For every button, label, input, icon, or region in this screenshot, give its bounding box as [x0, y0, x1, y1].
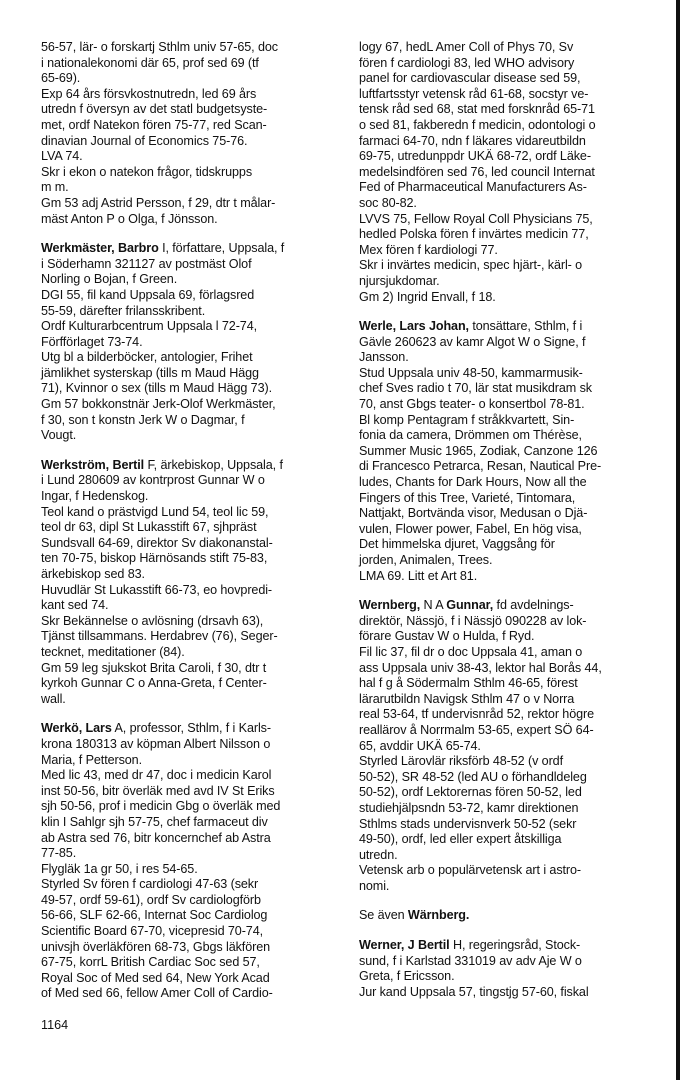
entry-line: krona 180313 av köpman Albert Nilsson o [41, 736, 271, 751]
entry-line: klin I Sahlgr sjh 57-75, chef farmaceut div [41, 814, 268, 829]
entry-line: studiehjälpsndn 53-72, kamr direktionen [359, 800, 579, 815]
entry-line: förare Gustav W o Hulda, f Ryd. [359, 629, 535, 644]
entry-line: hal f g å Södermalm Sthlm 46-65, förest [359, 676, 578, 691]
entry-werko [41, 721, 341, 1002]
entry-line: 55-59, därefter frilansskribent. [41, 303, 206, 318]
entry-first-text: F, ärkebiskop, Uppsala, f [144, 457, 283, 472]
entry-line: Det himmelska djuret, Vaggsång för [359, 537, 555, 552]
entry-line: reallärov å Norrmalm 53-65, expert SÖ 64- [359, 722, 594, 737]
entry-line: f 30, son t konstn Jerk W o Dagmar, f [41, 412, 245, 427]
entry-line: i nationalekonomi där 65, prof sed 69 (tf [41, 55, 259, 70]
left-column [41, 40, 341, 1002]
entry-first-text: I, författare, Uppsala, f [158, 241, 285, 256]
entry-line: ass Uppsala univ 38-43, lektor hal Borås 44, [359, 660, 602, 675]
entry-line: ludes, Chants for Dark Hours, Now all the [359, 475, 587, 490]
entry-line: LMA 69. Litt et Art 81. [359, 568, 478, 583]
entry-line: Utg bl a bilderböcker, antologier, Frihet [41, 350, 253, 365]
entry-line: 50-52), SR 48-52 (led AU o förhandldeleg [359, 769, 587, 784]
entry-line: i Lund 280609 av kontrprost Gunnar W o [41, 473, 265, 488]
entry-first-text: H, regeringsråd, Stock- [449, 938, 581, 953]
entry-line: Styrled Lärovlär riksförb 48-52 (v ordf [359, 754, 563, 769]
entry-line: 70, anst Gbgs teater- o konsertbol 78-81. [359, 397, 585, 412]
entry-line: sjh 50-56, prof i medicin Gbg o överläk med [41, 799, 281, 814]
entry-first-line [359, 319, 651, 335]
entry-line: tensk råd sed 68, stat med forsknråd 65-71 [359, 102, 595, 117]
entry-line: Summer Music 1965, Zodiak, Canzone 126 [359, 443, 598, 458]
entry-line: Tjänst tillsammans. Herdabrev (76), Seger- [41, 629, 278, 644]
entry-line: Jur kand Uppsala 57, tingstjg 57-60, fiskal [359, 984, 589, 999]
entry-line: Styrled Sv fören f cardiologi 47-63 (sekr [41, 877, 259, 892]
entry-line: nomi. [359, 878, 390, 893]
entry-line: Fed of Pharmaceutical Manufacturers As- [359, 180, 587, 195]
entry-line: Scientific Board 67-70, vicepresid 70-74, [41, 924, 264, 939]
entry-line: Ingar, f Hedenskog. [41, 489, 149, 504]
entry-line: Gm 57 bokkonstnär Jerk-Olof Werkmäster, [41, 397, 276, 412]
entry-line: jorden, Animalen, Trees. [359, 553, 493, 567]
entry-headword: Werner, J Bertil [359, 938, 450, 953]
entry-left-cont [41, 40, 341, 227]
entry-line: 67-75, korrL British Cardiac Soc sed 57, [41, 955, 260, 970]
entry-headword: Gunnar, [446, 598, 494, 613]
entry-werkstrom [41, 458, 341, 708]
page-number: 1164 [41, 1018, 69, 1032]
entry-line: Royal Soc of Med sed 64, New York Acad [41, 970, 270, 985]
entry-line: Fingers of this Tree, Varieté, Tintomara, [359, 490, 576, 505]
entry-line: chef Sves radio t 70, lär stat musikdram sk [359, 381, 592, 396]
entry-line: Mex fören f kardiologi 77. [359, 242, 498, 257]
entry-line: 49-57, ordf 59-61), ordf Sv cardiologförb [41, 892, 261, 907]
entry-line: teol dr 63, dipl St Lukasstift 67, sjhpräst [41, 520, 257, 535]
entry-line: soc 80-82. [359, 195, 417, 210]
entry-se-aven [359, 908, 651, 924]
entry-line: Nattjakt, Bortvända visor, Medusan o Djä- [359, 506, 588, 521]
entry-line: Sthlms stads undervisnverk 50-52 (sekr [359, 816, 577, 831]
entry-line: Vougt. [41, 428, 77, 443]
entry-line: Bl komp Pentagram f stråkkvartett, Sin- [359, 412, 575, 427]
entry-line: LVA 74. [41, 149, 83, 164]
entry-werner [359, 938, 651, 1000]
entry-line: ärkebiskop sed 83. [41, 567, 145, 581]
entry-line: njursjukdomar. [359, 273, 440, 288]
entry-headword: Werle, Lars Johan, [359, 319, 469, 334]
entry-line: utredn. [359, 847, 398, 862]
entry-line: medelsindfören sed 76, led council Internat [359, 164, 595, 179]
entry-line: Skr i invärtes medicin, spec hjärt-, kärl- o [359, 258, 583, 273]
entry-line: Exp 64 års försvkostnutredn, led 69 års [41, 86, 257, 101]
cross-reference-name: Wärnberg. [407, 908, 470, 923]
entry-line: inst 50-56, bitr överläk med avd IV St Eriks [41, 783, 275, 798]
entry-werkmaster [41, 241, 341, 444]
entry-line: 49-50), ordf, led eller expert åtskilliga [359, 832, 562, 847]
entry-line: ten 70-75, biskop Härnösands stift 75-83, [41, 551, 268, 566]
entry-line: kyrkoh Gunnar C o Anna-Greta, f Center- [41, 676, 267, 691]
entry-headword: Werkström, Bertil [41, 457, 145, 472]
entry-line: Gm 59 leg sjukskot Brita Caroli, f 30, dtr t [41, 660, 267, 675]
page-edge [676, 0, 680, 1080]
entry-line: logy 67, hedL Amer Coll of Phys 70, Sv [359, 40, 574, 54]
entry-wernberg [359, 598, 651, 894]
entry-line: 71), Kvinnor o sex (tills m Maud Hägg 73). [41, 381, 272, 396]
entry-line: Gävle 260623 av kamr Algot W o Signe, f [359, 334, 586, 349]
entry-line: Jansson. [359, 350, 409, 365]
entry-line: univsjh överläkfören 68-73, Gbgs läkfören [41, 939, 271, 954]
entry-werle [359, 319, 651, 584]
cross-reference [359, 908, 651, 924]
entry-first-line [41, 458, 341, 474]
entry-line: ab Astra sed 76, bitr koncernchef ab Astra [41, 830, 271, 845]
entry-line: Gm 53 adj Astrid Persson, f 29, dtr t målar- [41, 195, 276, 210]
entry-line: lärarutbildn Navigsk Sthlm 47 o v Norra [359, 691, 575, 706]
entry-line: Norling o Bojan, f Green. [41, 272, 178, 287]
entry-line: Skr Bekännelse o avlösning (drsavh 63), [41, 613, 264, 628]
entry-line: Med lic 43, med dr 47, doc i medicin Karol [41, 768, 272, 783]
entry-first-line [41, 721, 341, 737]
entry-line: 65-69). [41, 71, 81, 86]
entry-line: tecknet, meditationer (84). [41, 644, 185, 659]
entry-line: direktör, Nässjö, f i Nässjö 090228 av lok- [359, 613, 587, 628]
entry-line: Maria, f Petterson. [41, 752, 142, 767]
entry-line: wall. [41, 691, 66, 706]
entry-line: of Med sed 66, fellow Amer Coll of Cardio- [41, 986, 273, 1001]
entry-first-text: A, professor, Sthlm, f i Karls- [111, 721, 271, 736]
entry-line: mäst Anton P o Olga, f Jönsson. [41, 211, 218, 226]
entry-line: sund, f i Karlstad 331019 av adv Aje W o [359, 953, 582, 968]
entry-line: di Francesco Petrarca, Resan, Nautical Pre- [359, 459, 602, 474]
entry-line: Stud Uppsala univ 48-50, kammarmusik- [359, 365, 583, 380]
right-column [359, 40, 651, 1000]
entry-line: 56-66, SLF 62-66, Internat Soc Cardiolog [41, 908, 268, 923]
entry-line: Förfförlaget 73-74. [41, 334, 143, 349]
entry-line: Greta, f Ericsson. [359, 969, 455, 984]
entry-line: panel for cardiovascular disease sed 59, [359, 71, 581, 86]
entry-line: Flygläk 1a gr 50, i res 54-65. [41, 861, 198, 876]
entry-line: farmaci 64-70, ndn f läkares vidareutbildn [359, 133, 586, 148]
entry-first-line [41, 241, 341, 257]
entry-line: 65, avddir UKÄ 65-74. [359, 738, 481, 753]
entry-line: real 53-64, tf undervisnråd 52, rektor högre [359, 707, 595, 722]
entry-line: Gm 2) Ingrid Envall, f 18. [359, 289, 496, 304]
entry-line: fören f cardiologi 83, led WHO advisory [359, 55, 575, 70]
entry-line: Sundsvall 64-69, direktor Sv diakonanstal- [41, 535, 273, 550]
entry-line: hedled Polska fören f invärtes medicin 77, [359, 227, 589, 242]
entry-line: met, ordf Natekon fören 75-77, red Scan- [41, 117, 267, 132]
cross-reference-label: Se även [359, 908, 408, 923]
entry-line: dinavian Journal of Economics 75-76. [41, 133, 248, 148]
entry-headword-prefix: Wernberg, [359, 598, 421, 613]
entry-line: i Söderhamn 321127 av postmäst Olof [41, 256, 252, 271]
entry-line: 77-85. [41, 846, 77, 861]
entry-line: Teol kand o prästvigd Lund 54, teol lic 59, [41, 504, 269, 519]
entry-line: o sed 81, fakberedn f medicin, odontologi o [359, 117, 596, 132]
entry-line: LVVS 75, Fellow Royal Coll Physicians 75, [359, 211, 593, 226]
entry-headword: Werkö, Lars [41, 721, 112, 736]
entry-line: Vetensk arb o populärvetensk art i astro- [359, 863, 582, 878]
entry-line: 56-57, lär- o forskartj Sthlm univ 57-65, doc [41, 40, 278, 54]
entry-line: 50-52), ordf Lektorernas fören 50-52, led [359, 785, 582, 800]
entry-line: kant sed 74. [41, 598, 109, 613]
entry-first-text: tonsättare, Sthlm, f i [468, 319, 583, 334]
entry-line: m m. [41, 180, 69, 195]
entry-line: Ordf Kulturarbcentrum Uppsala l 72-74, [41, 319, 257, 334]
entry-line: DGI 55, fil kand Uppsala 69, förlagsred [41, 287, 255, 302]
entry-line: jämlikhet systerskap (tills m Maud Hägg [41, 365, 259, 380]
entry-line: fonia da camera, Drömmen om Thérèse, [359, 428, 582, 443]
entry-line: utredn f översyn av det statl budgetsyste- [41, 102, 268, 117]
entry-werko-cont [359, 40, 651, 305]
entry-first-line [359, 938, 651, 954]
entry-first-line [359, 598, 651, 614]
entry-headword: Werkmäster, Barbro [41, 241, 159, 256]
entry-line: Fil lic 37, fil dr o doc Uppsala 41, aman o [359, 644, 583, 659]
entry-line: Skr i ekon o natekon frågor, tidskrupps [41, 164, 253, 179]
entry-line: vulen, Flower power, Fabel, En hög visa, [359, 521, 582, 536]
entry-line: Huvudlär St Lukasstift 66-73, eo hovpredi- [41, 582, 273, 597]
entry-initials: N A [420, 598, 447, 613]
entry-first-text: fd avdelnings- [493, 598, 574, 613]
entry-line: luftfartsstyr vetensk råd 61-68, socstyr ve- [359, 86, 589, 101]
entry-line: 69-75, utredunppdr UKÄ 68-72, ordf Läke- [359, 149, 591, 164]
